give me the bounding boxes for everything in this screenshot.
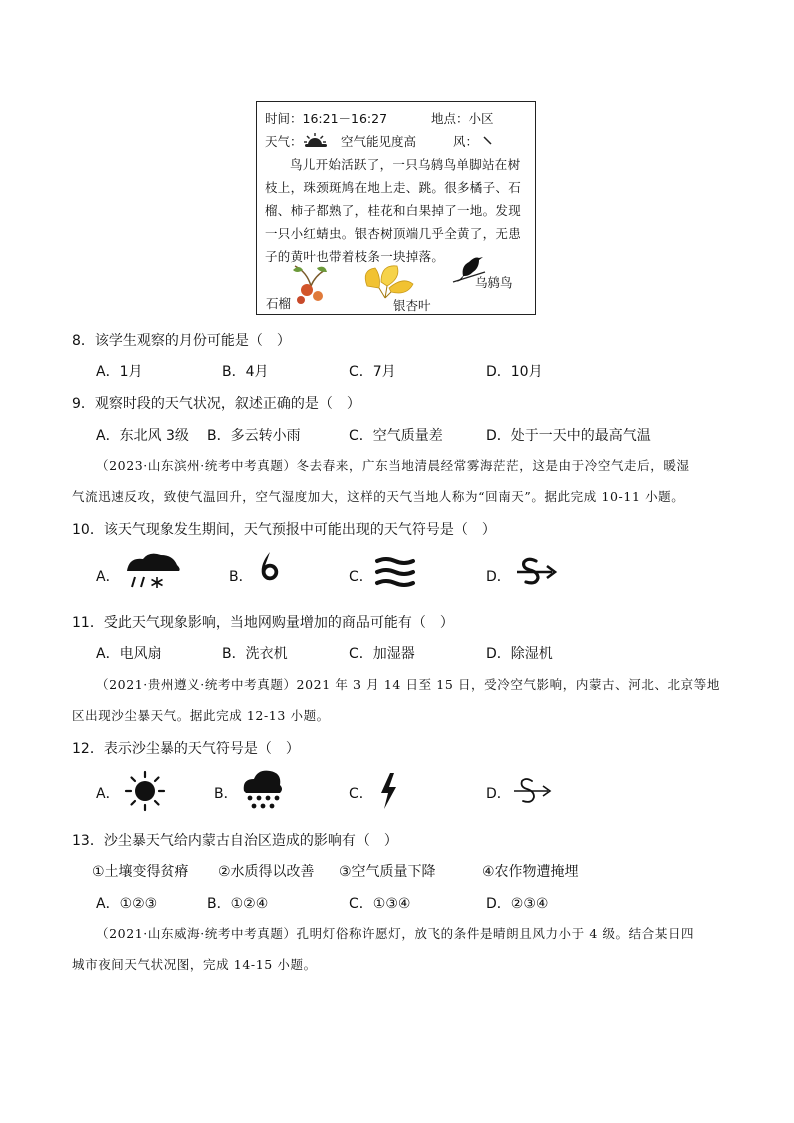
label-blackbird: 乌鸫鸟 xyxy=(475,275,513,290)
card-place: 地点：小区 xyxy=(431,111,494,126)
material-note-2-line-2: 区出现沙尘暴天气。据此完成 12-13 小题。 xyxy=(72,708,330,723)
q8-option-d[interactable]: D．10月 xyxy=(486,364,543,380)
material-note-3-line-2: 城市夜间天气状况图，完成 14-15 小题。 xyxy=(72,957,317,972)
q13-option-d[interactable]: D．②③④ xyxy=(486,896,549,912)
q9-option-b[interactable]: B．多云转小雨 xyxy=(207,428,301,444)
wind-barb-icon xyxy=(483,136,493,146)
question-9-stem: 9．观察时段的天气状况，叙述正确的是（ ） xyxy=(72,396,361,412)
lightning-symbol-icon xyxy=(376,772,400,810)
card-paragraph-line-1: 鸟儿开始活跃了，一只乌鸫鸟单脚站在树 xyxy=(290,157,521,172)
q10-option-b[interactable]: B． xyxy=(229,569,253,585)
card-paragraph-line-2: 枝上，珠颈斑鸠在地上走、跳。很多橘子、石 xyxy=(265,180,522,195)
question-13-stem: 13．沙尘暴天气给内蒙古自治区造成的影响有（ ） xyxy=(72,833,398,849)
material-note-2-line-1: （2021·贵州遵义·统考中考真题）2021 年 3 月 14 日至 15 日，受冷空气影响，内蒙古、河北、北京等地 xyxy=(96,677,720,692)
card-paragraph-line-4: 一只小红蜻虫。银杏树顶端几乎全黄了，无患 xyxy=(265,226,522,241)
question-10-stem: 10．该天气现象发生期间，天气预报中可能出现的天气符号是（ ） xyxy=(72,522,496,538)
observation-card xyxy=(256,101,536,315)
question-12-stem: 12．表示沙尘暴的天气符号是（ ） xyxy=(72,741,300,757)
q11-option-c[interactable]: C．加湿器 xyxy=(349,646,415,662)
q13-option-c[interactable]: C．①③④ xyxy=(349,896,411,912)
fog-symbol-icon xyxy=(374,556,416,588)
q12-option-b[interactable]: B． xyxy=(214,786,238,802)
q13-option-a[interactable]: A．①②③ xyxy=(96,896,158,912)
sun-behind-cloud-icon xyxy=(303,131,329,149)
sandstorm-symbol-icon xyxy=(512,776,554,808)
q13-item-1: ①土壤变得贫瘠 xyxy=(92,864,189,880)
card-wind: 风： xyxy=(453,134,479,149)
q12-option-a[interactable]: A． xyxy=(96,786,120,802)
material-note-1-line-2: 气流迅速反攻，致使气温回升，空气湿度加大，这样的天气当地人称为“回南天”。据此完成 10-11 小题。 xyxy=(72,489,685,504)
weather-label: 天气： xyxy=(265,134,303,149)
q12-option-c[interactable]: C． xyxy=(349,786,373,802)
q10-option-d[interactable]: D． xyxy=(486,569,511,585)
q9-option-a[interactable]: A．东北风 3级 xyxy=(96,428,189,444)
sandstorm-symbol-icon-option-d xyxy=(514,555,560,589)
q8-option-a[interactable]: A．1月 xyxy=(96,364,143,380)
q13-option-b[interactable]: B．①②④ xyxy=(207,896,269,912)
q9-option-c[interactable]: C．空气质量差 xyxy=(349,428,443,444)
card-paragraph-line-5: 子的黄叶也带着枝条一块掉落。 xyxy=(265,249,445,264)
q11-option-b[interactable]: B．洗衣机 xyxy=(222,646,288,662)
q8-option-c[interactable]: C．7月 xyxy=(349,364,396,380)
q8-option-b[interactable]: B．4月 xyxy=(222,364,269,380)
q10-option-c[interactable]: C． xyxy=(349,569,373,585)
material-note-1-line-1: （2023·山东滨州·统考中考真题）冬去春来，广东当地清晨经常雾海茫茫，这是由于冷空气走后，暖湿 xyxy=(96,458,690,473)
q10-option-a[interactable]: A． xyxy=(96,569,120,585)
question-8-stem: 8．该学生观察的月份可能是（ ） xyxy=(72,333,291,349)
q13-item-3: ③空气质量下降 xyxy=(339,864,436,880)
q13-item-4: ④农作物遭掩埋 xyxy=(482,864,579,880)
card-paragraph-line-3: 榴、柿子都熟了，桂花和白果掉了一地。发现 xyxy=(265,203,522,218)
label-pomegranate: 石榴 xyxy=(266,296,292,311)
q11-option-d[interactable]: D．除湿机 xyxy=(486,646,553,662)
pomegranate-illustration xyxy=(287,262,331,306)
card-visibility: 空气能见度高 xyxy=(341,134,417,149)
label-ginkgo: 银杏叶 xyxy=(393,298,431,313)
rain-shower-symbol-icon xyxy=(240,767,284,813)
sunny-symbol-icon xyxy=(124,770,166,812)
q11-option-a[interactable]: A．电风扇 xyxy=(96,646,162,662)
question-11-stem: 11．受此天气现象影响，当地网购量增加的商品可能有（ ） xyxy=(72,615,454,631)
q9-option-d[interactable]: D．处于一天中的最高气温 xyxy=(486,428,651,444)
q13-item-2: ②水质得以改善 xyxy=(218,864,315,880)
card-weather-row xyxy=(265,130,303,153)
q12-option-d[interactable]: D． xyxy=(486,786,511,802)
sleet-weather-symbol-icon xyxy=(125,551,181,589)
typhoon-symbol-icon xyxy=(256,550,284,594)
material-note-3-line-1: （2021·山东威海·统考中考真题）孔明灯俗称许愿灯，放飞的条件是晴朗且风力小于 4 级。结合某日四 xyxy=(96,926,695,941)
card-time: 时间：16:21－16:27 xyxy=(265,111,388,126)
